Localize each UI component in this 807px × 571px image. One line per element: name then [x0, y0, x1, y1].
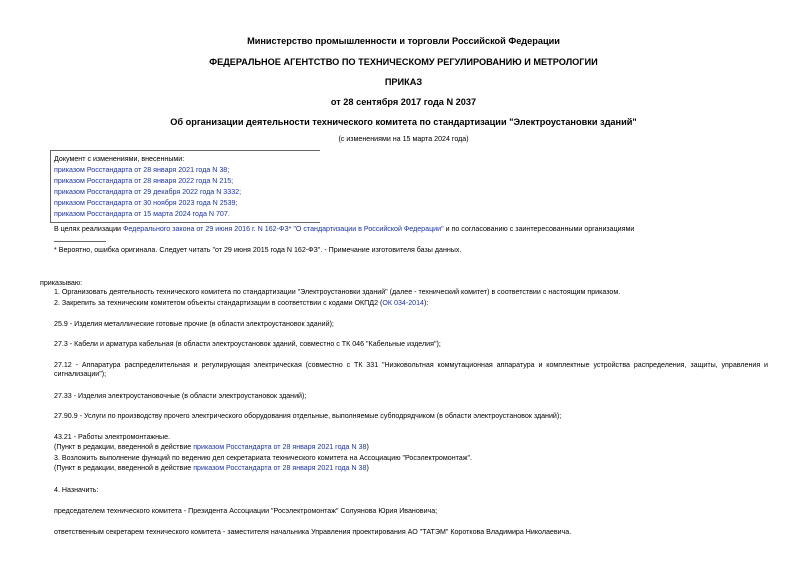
changes-box-bottom-rule: [50, 222, 320, 223]
changes-link-4[interactable]: приказом Росстандарта от 30 ноября 2023 года N 2539;: [54, 199, 238, 207]
code-item-43-21: 43.21 - Работы электромонтажные.: [54, 433, 171, 441]
paragraph-3: 3. Возложить выполнение функций по ведению дел секретариата технического комитета на Ассоциацию "Росэлектромонтаж".: [54, 454, 472, 462]
changes-note: (с изменениями на 15 марта 2024 года): [338, 135, 469, 143]
order-word: приказываю:: [40, 279, 83, 287]
changes-box-top-rule: [50, 150, 320, 151]
code-item-27-90-9: 27.90.9 - Услуги по производству прочего электрического оборудования отдельные, выполняемые субподрядчиком (в области электроустановок зданий);: [54, 412, 562, 420]
chair-appointment: председателем технического комитета - Президента Ассоциации "Росэлектромонтаж" Солуянова Юрия Ивановича;: [54, 507, 438, 515]
amendment-note-1: [54, 443, 369, 452]
amendment-link-2[interactable]: приказом Росстандарта от 28 января 2021 года N 38: [193, 464, 367, 472]
amendment-note-2: [54, 464, 369, 473]
preamble-prefix: В целях реализации: [54, 225, 123, 233]
document-type: ПРИКАЗ: [384, 77, 423, 87]
code-item-27-12-text: 27.12 - Аппаратура распределительная и регулирующая электрическая (совместно с ТК 331 "Низковольтная коммутационная аппаратура и комплектные устройства распределения, защиты, управления и сигнализации");: [54, 361, 768, 378]
paragraph-1: 1. Организовать деятельность технического комитета по стандартизации "Электроустановки зданий" (далее - технический комитет) в соответствии с настоящим приказом.: [54, 288, 621, 296]
preamble: [54, 225, 634, 234]
secretary-appointment: ответственным секретарем технического комитета - заместителя начальника Управления проектирования АО "ТАТЭМ" Короткова Владимира Николаевича.: [54, 528, 572, 536]
paragraph-4: 4. Назначить:: [54, 486, 99, 494]
ministry-heading: Министерство промышленности и торговли Российской Федерации: [247, 36, 560, 46]
document-date-number: от 28 сентября 2017 года N 2037: [330, 97, 477, 107]
paragraph-2-suffix: ):: [423, 299, 429, 307]
paragraph-2: [54, 299, 428, 308]
code-item-27-3: 27.3 - Кабели и арматура кабельная (в области электроустановок зданий, совместно с ТК 046 "Кабельные изделия");: [54, 340, 441, 348]
okpd2-link[interactable]: ОК 034-2014: [382, 299, 424, 307]
amendment-link-1[interactable]: приказом Росстандарта от 28 января 2021 года N 38: [193, 443, 367, 451]
document-title: Об организации деятельности технического комитета по стандартизации "Электроустановки зданий": [170, 117, 637, 127]
footnote-rule: [54, 241, 106, 242]
code-item-27-33: 27.33 - Изделия электроустановочные (в области электроустановок зданий);: [54, 392, 307, 400]
federal-law-link[interactable]: Федерального закона от 29 июня 2016 г. N 162-ФЗ* "О стандартизации в Российской Федерации": [123, 225, 444, 233]
changes-link-3[interactable]: приказом Росстандарта от 29 декабря 2022 года N 3332;: [54, 188, 242, 196]
amendment-note-1-suffix: ): [366, 443, 369, 451]
amendment-note-2-suffix: ): [366, 464, 369, 472]
changes-link-2[interactable]: приказом Росстандарта от 28 января 2022 года N 215;: [54, 177, 234, 185]
code-item-27-12: [54, 361, 768, 379]
footnote: * Вероятно, ошибка оригинала. Следует читать "от 29 июня 2015 года N 162-ФЗ". - Примечание изготовителя базы данных.: [54, 246, 462, 254]
changes-box-left-rule: [50, 150, 51, 222]
amendment-note-2-prefix: (Пункт в редакции, введенной в действие: [54, 464, 194, 472]
code-item-25-9: 25.9 - Изделия металлические готовые прочие (в области электроустановок зданий);: [54, 320, 334, 328]
changes-box-intro: Документ с изменениями, внесенными:: [54, 155, 185, 163]
changes-link-1[interactable]: приказом Росстандарта от 28 января 2021 года N 38;: [54, 166, 230, 174]
amendment-note-1-prefix: (Пункт в редакции, введенной в действие: [54, 443, 194, 451]
agency-heading: ФЕДЕРАЛЬНОЕ АГЕНТСТВО ПО ТЕХНИЧЕСКОМУ РЕГУЛИРОВАНИЮ И МЕТРОЛОГИИ: [209, 57, 598, 67]
preamble-suffix: и по согласованию с заинтересованными организациями: [443, 225, 635, 233]
changes-link-5[interactable]: приказом Росстандарта от 15 марта 2024 года N 707.: [54, 210, 230, 218]
paragraph-2-prefix: 2. Закрепить за техническим комитетом объекты стандартизации в соответствии с кодами ОКПД2 (: [54, 299, 383, 307]
